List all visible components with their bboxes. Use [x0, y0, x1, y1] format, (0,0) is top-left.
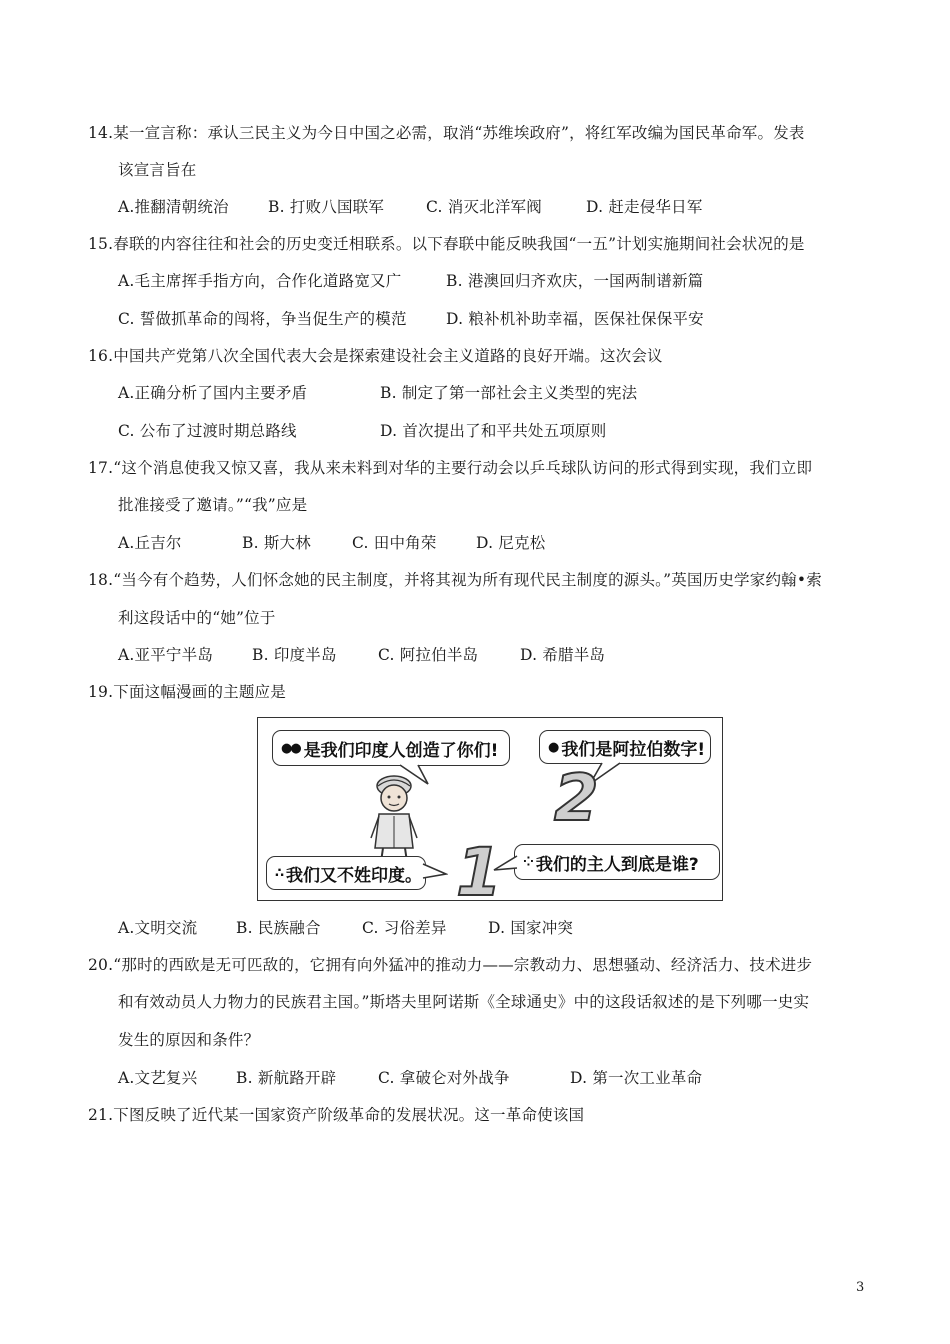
option-c[interactable]: C. 田中角荣 [352, 534, 437, 552]
indian-man-figure [363, 774, 425, 866]
option-b[interactable]: B. 民族融合 [236, 919, 321, 937]
option-a[interactable]: A.文明交流 [118, 919, 198, 937]
dots-icon: ∴ [275, 865, 283, 881]
option-d[interactable]: D. 尼克松 [476, 534, 546, 552]
option-c[interactable]: C. 阿拉伯半岛 [378, 646, 479, 664]
question-17-line-1: 17.“这个消息使我又惊又喜，我从来未料到对华的主要行动会以乒乓球队访问的形式得到实现，我们立即 [88, 459, 813, 477]
option-a[interactable]: A.亚平宁半岛 [118, 646, 214, 664]
bubble-tail-4 [492, 852, 518, 876]
bubble-text: 我们的主人到底是谁? [535, 854, 699, 875]
option-b[interactable]: B. 港澳回归齐欢庆，一国两制谱新篇 [446, 272, 704, 290]
question-20-options [118, 1068, 702, 1088]
question-21-line-1: 21.下图反映了近代某一国家资产阶级革命的发展状况。这一革命使该国 [88, 1106, 585, 1124]
question-16-line-1: 16.中国共产党第八次全国代表大会是探索建设社会主义道路的良好开端。这次会议 [88, 347, 663, 365]
option-b[interactable]: B. 印度半岛 [252, 646, 337, 664]
option-c[interactable]: C. 拿破仑对外战争 [378, 1069, 510, 1087]
question-20-line-1: 20.“那时的西欧是无可匹敌的，它拥有向外猛冲的推动力——宗教动力、思想骚动、经济活力、技术进步 [88, 956, 813, 974]
page-number: 3 [856, 1280, 865, 1295]
question-17-options [118, 533, 545, 553]
question-18-options [118, 645, 605, 665]
speech-bubble-3 [266, 856, 426, 890]
dots-icon: ●● [281, 740, 300, 756]
question-16-options-row-1 [118, 383, 637, 403]
option-a[interactable]: A.推翻清朝统治 [118, 198, 229, 216]
option-a[interactable]: A.正确分析了国内主要矛盾 [118, 384, 308, 402]
digit-two: 2 [554, 762, 599, 836]
question-20-line-3: 发生的原因和条件？ [118, 1031, 260, 1049]
option-d[interactable]: D. 希腊半岛 [520, 646, 606, 664]
question-19-line-1: 19.下面这幅漫画的主题应是 [88, 683, 286, 701]
speech-bubble-1 [272, 730, 510, 766]
question-20-line-2: 和有效动员人力物力的民族君主国。”斯塔夫里阿诺斯《全球通史》中的这段话叙述的是下列哪一史实 [118, 993, 810, 1011]
option-b[interactable]: B. 打败八国联军 [268, 198, 385, 216]
option-b[interactable]: B. 新航路开辟 [236, 1069, 337, 1087]
question-14-options [118, 197, 703, 217]
option-d[interactable]: D. 第一次工业革命 [570, 1069, 703, 1087]
option-b[interactable]: B. 制定了第一部社会主义类型的宪法 [380, 384, 638, 402]
option-c[interactable]: C. 习俗差异 [362, 919, 447, 937]
question-19-options [118, 918, 573, 938]
question-14-line-1: 14.某一宣言称：承认三民主义为今日中国之必需，取消“苏维埃政府”，将红军改编为国民革命军。发表 [88, 124, 805, 142]
option-c[interactable]: C. 消灭北洋军阀 [426, 198, 542, 216]
bubble-text: 我们又不姓印度。 [286, 865, 423, 886]
speech-bubble-4 [514, 844, 720, 880]
digit-one: 1 [456, 834, 502, 911]
bubble-text: 是我们印度人创造了你们! [303, 740, 499, 761]
option-c[interactable]: C. 誓做抓革命的闯将，争当促生产的模范 [118, 310, 407, 328]
bubble-text: 我们是阿拉伯数字! [561, 739, 706, 760]
option-c[interactable]: C. 公布了过渡时期总路线 [118, 422, 297, 440]
question-17-line-2: 批准接受了邀请。”“我”应是 [118, 496, 308, 514]
option-a[interactable]: A.毛主席挥手指方向，合作化道路宽又广 [118, 272, 402, 290]
question-15-options-row-2 [118, 309, 704, 329]
option-a[interactable]: A.文艺复兴 [118, 1069, 198, 1087]
option-d[interactable]: D. 首次提出了和平共处五项原则 [380, 422, 607, 440]
dots-icon: ⁘ [523, 854, 532, 870]
speech-bubble-2 [539, 730, 711, 764]
question-15-line-1: 15.春联的内容往往和社会的历史变迁相联系。以下春联中能反映我国“一五”计划实施期间社会状况的是 [88, 235, 805, 253]
question-16-options-row-2 [118, 421, 606, 441]
option-d[interactable]: D. 赶走侵华日军 [586, 198, 703, 216]
option-b[interactable]: B. 斯大林 [242, 534, 311, 552]
option-d[interactable]: D. 粮补机补助幸福，医保社保保平安 [446, 310, 704, 328]
option-a[interactable]: A.丘吉尔 [118, 534, 182, 552]
question-18-line-2: 利这段话中的“她”位于 [118, 609, 276, 627]
bubble-tail-3 [422, 858, 448, 884]
question-15-options-row-1 [118, 271, 703, 291]
cartoon-figure [257, 717, 723, 911]
option-d[interactable]: D. 国家冲突 [488, 919, 574, 937]
question-14-line-2: 该宣言旨在 [118, 161, 197, 179]
dot-icon: ● [548, 739, 558, 755]
question-18-line-1: 18.“当今有个趋势，人们怀念她的民主制度，并将其视为所有现代民主制度的源头。”英国历史学家约翰•索 [88, 571, 822, 589]
